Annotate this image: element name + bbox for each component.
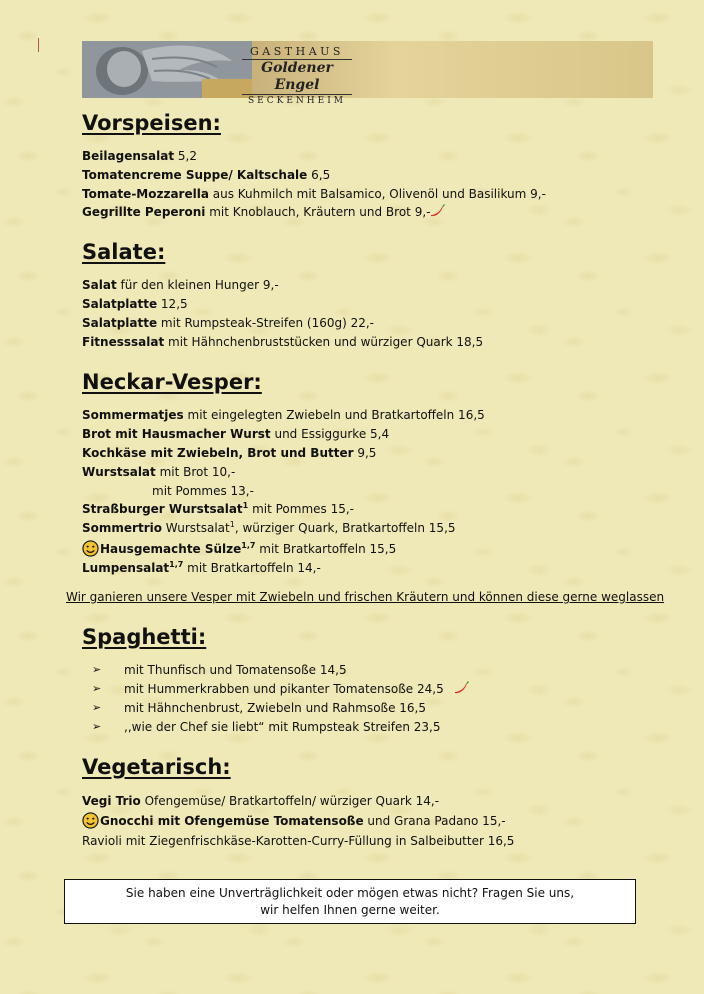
menu-item: Fitnesssalat mit Hähnchenbruststücken und würziger Quark 18,5 bbox=[82, 335, 484, 349]
spaghetti-item: ,,wie der Chef sie liebt“ mit Rumpsteak Streifen 23,5 bbox=[124, 720, 441, 734]
smiley-face-icon bbox=[82, 812, 99, 829]
header-banner bbox=[82, 41, 653, 106]
menu-item: Hausgemachte Sülze$^{1,7}$ mit Bratkartoffeln 15,5 bbox=[82, 540, 396, 557]
menu-item: Wurstsalat mit Brot 10,- bbox=[82, 465, 236, 479]
brand-bottom: SECKENHEIM bbox=[248, 96, 346, 106]
angel-statue-image bbox=[82, 41, 252, 98]
allergy-info-line: wir helfen Ihnen gerne weiter. bbox=[260, 903, 440, 917]
bullet-arrow-icon: ➢ bbox=[92, 720, 102, 733]
bullet-arrow-icon: ➢ bbox=[92, 682, 102, 695]
vesper-note: Wir ganieren unsere Vesper mit Zwiebeln und frischen Kräutern und können diese gerne weglassen bbox=[66, 590, 665, 604]
bullet-arrow-icon: ➢ bbox=[92, 663, 102, 676]
allergy-info-line: Sie haben eine Unverträglichkeit oder mögen etwas nicht? Fragen Sie uns, bbox=[125, 886, 575, 900]
menu-item: Tomate-Mozzarella aus Kuhmilch mit Balsamico, Olivenöl und Basilikum 9,- bbox=[82, 187, 546, 201]
menu-item: Salat für den kleinen Hunger 9,- bbox=[82, 278, 279, 292]
menu-item: Beilagensalat 5,2 bbox=[82, 149, 197, 163]
menu-item: Gnocchi mit Ofengemüse Tomatensoße und Grana Padano 15,- bbox=[82, 812, 506, 829]
section-title-vesper: Neckar-Vesper: bbox=[82, 370, 262, 394]
menu-item: mit Pommes 13,- bbox=[152, 484, 254, 498]
menu-item: Gegrillte Peperoni mit Knoblauch, Kräutern und Brot 9,- bbox=[82, 205, 431, 219]
bullet-arrow-icon: ➢ bbox=[92, 701, 102, 714]
menu-item: Salatplatte 12,5 bbox=[82, 297, 188, 311]
brand-top: GASTHAUS bbox=[250, 45, 344, 58]
section-title-salate: Salate: bbox=[82, 240, 166, 264]
menu-item: Brot mit Hausmacher Wurst und Essiggurke 5,4 bbox=[82, 427, 390, 441]
spaghetti-item: mit Hummerkrabben und pikanter Tomatensoße 24,5 bbox=[124, 682, 444, 696]
section-title-vorspeisen: Vorspeisen: bbox=[82, 111, 221, 135]
chili-pepper-icon bbox=[428, 202, 446, 218]
brand-name: Goldener Engel bbox=[242, 59, 352, 95]
section-title-spaghetti: Spaghetti: bbox=[82, 625, 207, 649]
menu-item: Vegi Trio Ofengemüse/ Bratkartoffeln/ würziger Quark 14,- bbox=[82, 794, 440, 808]
menu-item: Tomatencreme Suppe/ Kaltschale 6,5 bbox=[82, 168, 331, 182]
margin-mark bbox=[38, 38, 39, 52]
menu-item: Lumpensalat$^{1,7}$ mit Bratkartoffeln 14,- bbox=[82, 560, 321, 575]
section-title-vegetarisch: Vegetarisch: bbox=[82, 755, 231, 779]
allergy-info-box bbox=[64, 879, 636, 924]
spaghetti-item: mit Hähnchenbrust, Zwiebeln und Rahmsoße 16,5 bbox=[124, 701, 427, 715]
menu-item: Straßburger Wurstsalat$^1$ mit Pommes 15,- bbox=[82, 501, 354, 516]
menu-item: Sommermatjes mit eingelegten Zwiebeln und Bratkartoffeln 16,5 bbox=[82, 408, 485, 422]
spaghetti-item: mit Thunfisch und Tomatensoße 14,5 bbox=[124, 663, 347, 677]
menu-item: Kochkäse mit Zwiebeln, Brot und Butter 9,5 bbox=[82, 446, 377, 460]
restaurant-brand bbox=[242, 45, 352, 107]
menu-item: Sommertrio Wurstsalat$^1$, würziger Quark, Bratkartoffeln 15,5 bbox=[82, 520, 456, 535]
smiley-face-icon bbox=[82, 540, 99, 557]
menu-item: Ravioli mit Ziegenfrischkäse-Karotten-Curry-Füllung in Salbeibutter 16,5 bbox=[82, 834, 515, 848]
menu-item: Salatplatte mit Rumpsteak-Streifen (160g) 22,- bbox=[82, 316, 374, 330]
chili-pepper-icon bbox=[452, 679, 470, 695]
